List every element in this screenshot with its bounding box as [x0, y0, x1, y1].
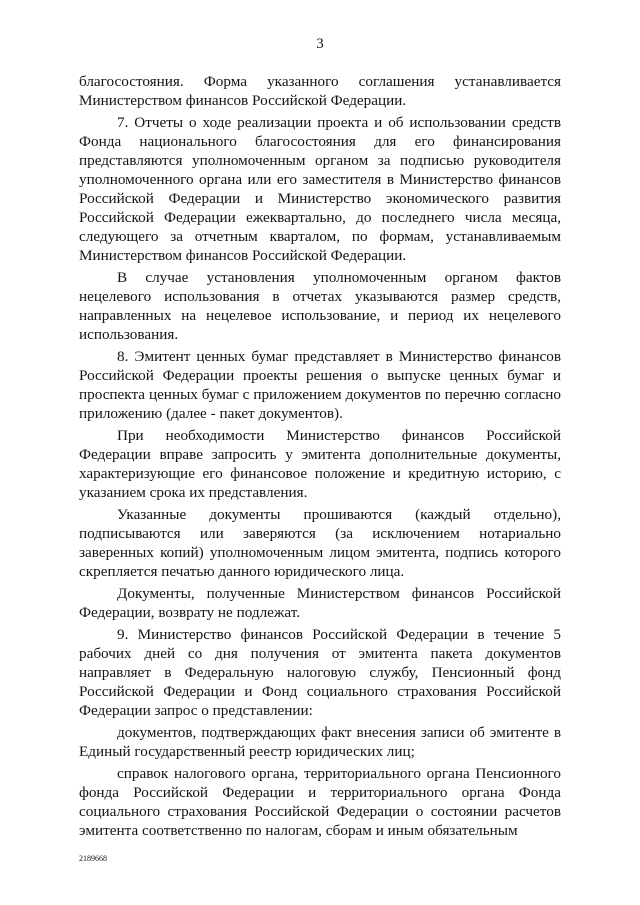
page-number: 3	[316, 36, 324, 52]
paragraph-tax-certificates: справок налогового органа, территориального органа Пенсионного фонда Российской Федерации и территориального органа Фонда социального страхования Российской Федерации о состоянии расчетов эмитента соответственно по налогам, сборам и иным обязательным	[79, 764, 561, 839]
paragraph-no-return: Документы, полученные Министерством финансов Российской Федерации, возврату не подлежат.	[79, 585, 561, 622]
paragraph-continuation: благосостояния. Форма указанного соглашения устанавливается Министерством финансов Российской Федерации.	[79, 73, 561, 110]
paragraph-item-8-issuer-submission: 8. Эмитент ценных бумаг представляет в Министерство финансов Российской Федерации проекты решения о выпуске ценных бумаг и проспекта ценных бумаг с приложением документов по перечню согласно приложению (далее - пакет документов).	[79, 348, 561, 423]
paragraph-additional-documents: При необходимости Министерство финансов Российской Федерации вправе запросить у эмитента дополнительные документы, характеризующие его финансовое положение и кредитную историю, с указанием срока их представления.	[79, 427, 561, 502]
paragraph-document-binding: Указанные документы прошиваются (каждый отдельно), подписываются или заверяются (за исключением нотариально заверенных копий) уполномоченным лицом эмитента, подпись которого скрепляется печатью данного юридического лица.	[79, 506, 561, 581]
document-body	[79, 72, 561, 843]
document-code: 2189668	[79, 854, 107, 863]
paragraph-registry-documents: документов, подтверждающих факт внесения записи об эмитенте в Единый государственный реестр юридических лиц;	[79, 723, 561, 760]
paragraph-misuse-reporting: В случае установления уполномоченным органом фактов нецелевого использования в отчетах указываются размер средств, направленных на нецелевое использование, и период их нецелевого использования.	[79, 269, 561, 344]
paragraph-item-9-requests: 9. Министерство финансов Российской Федерации в течение 5 рабочих дней со дня получения от эмитента пакета документов направляет в Федеральную налоговую службу, Пенсионный фонд Российской Федерации и Фонд социального страхования Российской Федерации запрос о представлении:	[79, 625, 561, 720]
paragraph-item-7-reports: 7. Отчеты о ходе реализации проекта и об использовании средств Фонда национального благосостояния для его финансирования представляются уполномоченным органом за подписью руководителя уполномоченного органа или его заместителя в Министерство финансов Российской Федерации и Министерство экономического развития Российской Федерации ежеквартально, до последнего числа месяца, следующего за отчетным кварталом, по формам, устанавливаемым Министерством финансов Российской Федерации.	[79, 113, 561, 265]
